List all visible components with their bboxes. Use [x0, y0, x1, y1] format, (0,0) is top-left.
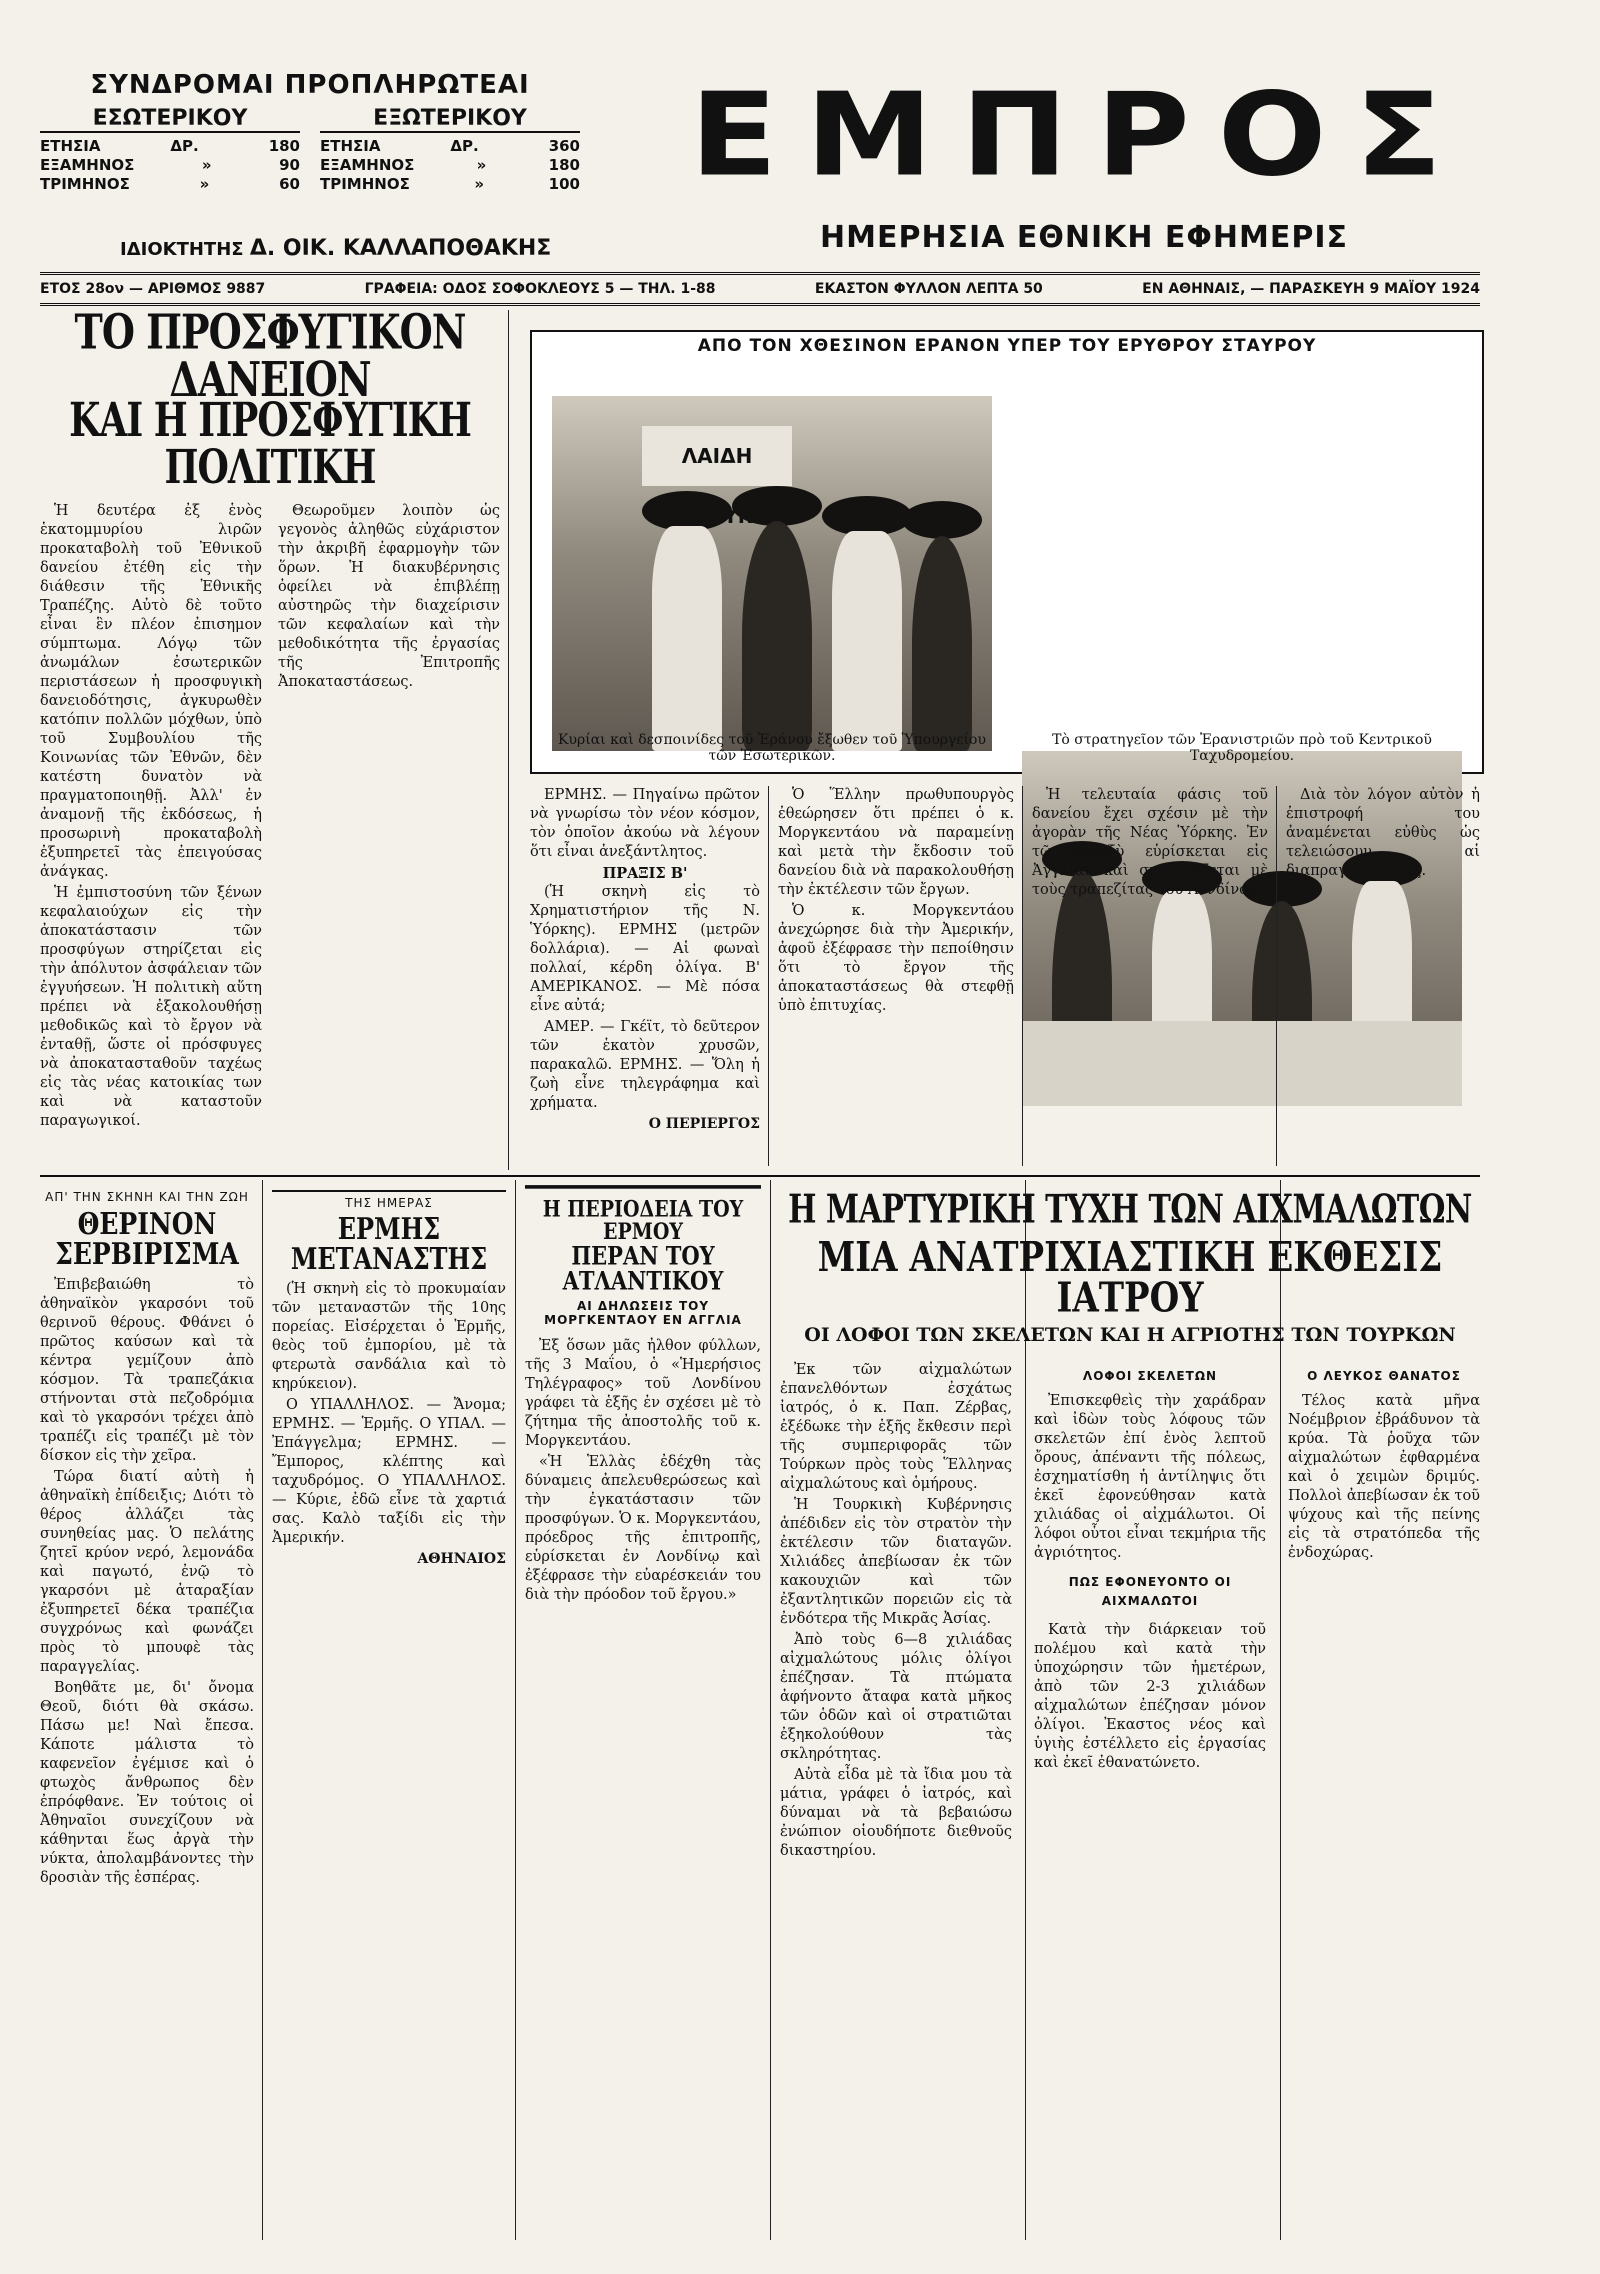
- captives-paragraph: Ἐπισκεφθεὶς τὴν χαράδραν καὶ ἰδὼν τοὺς λόφους τῶν σκελετῶν ἐπί ἑνὸς λεπτοῦ ὄρους, ἀπέναντι τῆς πόλεως, ἐσχηματίσθη ἡ ἀντίληψις ὅτι ἐκεῖ ἐφονεύθησαν κατὰ χιλιάδας οἱ αἰχμάλωτοι. Οἱ λόφοι οὗτοι εἶναι τεκμήρια τῆς ἀγριότητος.: [1034, 1393, 1266, 1561]
- foreign-rates: [320, 106, 580, 194]
- refugee-col-2: [278, 502, 500, 1262]
- captives-article: [780, 1187, 1480, 2251]
- hat: [822, 496, 912, 536]
- column-divider: [1276, 786, 1277, 1166]
- rate-label: ΕΤΗΣΙΑ: [40, 137, 101, 155]
- column-divider: [770, 1180, 771, 2240]
- captives-paragraph: Κατὰ τὴν διάρκειαν τοῦ πολέμου καὶ κατὰ τὴν ὑποχώρησιν τῶν ἡμετέρων, ἀπὸ τῶν 2-3 χιλιάδων αἰχμαλώτων ἐπέζησαν μόνον ὀλίγοι. Ἐκαστος νέος καὶ ὑγιὴς ἐστέλλετο εἰς ἐργασίας καὶ ἐκεῖ ἐθανατώνετο.: [1034, 1622, 1266, 1771]
- section-head-white-death: Ο ΛΕΥΚΟΣ ΘΑΝΑΤΟΣ: [1307, 1369, 1461, 1383]
- rate-price: 90: [279, 156, 300, 174]
- rate-currency: »: [201, 156, 212, 174]
- hermes-paragraph: Ο ΥΠΑΛΛΗΛΟΣ. — Ἄνομα; ΕΡΜΗΣ. — Ἑρμῆς. Ο ΥΠΑΛ. — Ἐπάγγελμα; ΕΡΜΗΣ. — Ἔμπορος, κλέπτης καὶ ταχυδρόμος. Ο ΥΠΑΛΛΗΛΟΣ. — Κύριε, ἐδῶ εἶνε τὰ χαρτιά σας. Καλὸ ταξίδι εἰς τὴν Ἀμερικήν.: [272, 1397, 506, 1546]
- captives-col-2: [1034, 1361, 1266, 2251]
- hat: [642, 491, 732, 531]
- issue-number: ΕΤΟΣ 28ον — ΑΡΙΘΜΟΣ 9887: [40, 281, 266, 297]
- hat: [732, 486, 822, 526]
- summer-article: [40, 1190, 254, 2256]
- morgenthau-paragraph: Ὁ Ἕλλην πρωθυπουργὸς ἐθεώρησεν ὅτι πρέπει ὁ κ. Μοργκεντάου νὰ παραμείνῃ καὶ μετὰ τὴν ἔκδοσιν τοῦ δανείου διὰ νὰ παρακολουθήσῃ τὴν ἐκτέλεσιν τῶν ἔργων.: [778, 787, 1014, 898]
- refugee-article: [40, 303, 500, 1262]
- rate-label: ΕΞΑΜΗΝΟΣ: [320, 156, 415, 174]
- office-address: ΓΡΑΦΕΙΑ: ΟΔΟΣ ΣΟΦΟΚΛΕΟΥΣ 5 — ΤΗΛ. 1-88: [364, 281, 716, 297]
- summer-kicker: ΑΠ' ΤΗΝ ΣΚΗΝΗ ΚΑΙ ΤΗΝ ΖΩΗ: [45, 1190, 249, 1204]
- refugee-col-1: [40, 502, 262, 1262]
- hermes-kicker: ΤΗΣ ΗΜΕΡΑΣ: [272, 1190, 506, 1210]
- subscription-title: ΣΥΝΔΡΟΜΑΙ ΠΡΟΠΛΗΡΩΤΕΑΙ: [90, 70, 530, 100]
- rate-currency: »: [474, 175, 485, 193]
- photo-red-cross-ladies: [552, 396, 992, 751]
- rate-label: ΕΤΗΣΙΑ: [320, 137, 381, 155]
- hermes-headline: ΕΡΜΗΣ ΜΕΤΑΝΑΣΤΗΣ: [290, 1210, 488, 1277]
- newspaper-subtitle: ΗΜΕΡΗΣΙΑ ΕΘΝΙΚΗ ΕΦΗΜΕΡΙΣ: [820, 220, 1349, 255]
- captives-paragraph: Ἐκ τῶν αἰχμαλώτων ἐπανελθόντων ἐσχάτως ἰατρός, ὁ κ. Παπ. Ζέρβας, ἐξέδωκε τὴν ἑξῆς ἔκθεσιν περὶ τῆς συμπεριφορᾶς τῶν Τούρκων πρὸς τοὺς Ἕλληνας αἰχμαλώτους καὶ ὁμήρους.: [780, 1362, 1012, 1492]
- rate-price: 100: [548, 175, 580, 193]
- captives-paragraph: Ἀπὸ τοὺς 6—8 χιλιάδας αἰχμαλώτους μόλις ὀλίγοι ἐπέζησαν. Τὰ πτώματα ἀφήνοντο ἄταφα κατὰ μῆκος τῶν ὁδῶν καὶ οἱ στρατιῶται ἐξηκολούθουν τὰς σκληρότητας.: [780, 1632, 1012, 1762]
- rate-currency: »: [476, 156, 487, 174]
- captives-col-1: [780, 1361, 1012, 2251]
- captives-col-3: [1288, 1361, 1480, 2251]
- fundraising-sign: ΛΑΙΔΗ: [642, 426, 792, 486]
- column-divider: [768, 786, 769, 1166]
- odyssey-headline-1: Η ΠΕΡΙΟΔΕΙΑ ΤΟΥ ΕΡΜΟΥ: [525, 1185, 761, 1244]
- dialogue-paragraph: ΑΜΕΡ. — Γκέϊτ, τὸ δεῦτερον τῶν ἑκατὸν χρυσῶν, παρακαλῶ. ΕΡΜΗΣ. — Ὅλη ἡ ζωὴ εἶνε τηλεγράφημα καὶ χρήματα.: [530, 1019, 760, 1111]
- summer-body: [40, 1276, 254, 2256]
- refugee-headline-1: ΤΟ ΠΡΟΣΦΥΓΙΚΟΝ ΔΑΝΕΙΟΝ: [74, 303, 466, 408]
- refugee-headline-2: ΚΑΙ Η ΠΡΟΣΦΥΓΙΚΗ ΠΟΛΙΤΙΚΗ: [69, 393, 471, 495]
- odyssey-article: [525, 1190, 761, 2237]
- rate-label: ΕΞΑΜΗΝΟΣ: [40, 156, 135, 174]
- summer-paragraph: Βοηθᾶτε με, δι' ὄνομα Θεοῦ, διότι θὰ σκάσω. Πάσω με! Ναὶ ἔπεσα. Κάποτε μάλιστα τὸ καφενεῖον ἐγέμισε καὶ ὁ φτωχὸς ἄνθρωπος δὲν ἐπρόφθανε. Ἐν τούτοις οἱ Ἀθηναῖοι συνεχίζουν νὰ κάθηνται ἕως ἀργὰ τὴν νύκτα, ἀπολαμβάνοντες τὴν δροσιὰν τῆς ἑσπέρας.: [40, 1680, 254, 1886]
- column-divider: [262, 1180, 263, 2240]
- photo-caption-2: Τὸ στρατηγεῖον τῶν Ἐρανιστριῶν πρὸ τοῦ Κεντρικοῦ Ταχυδρομείου.: [1052, 732, 1432, 764]
- morgenthau-paragraph: Ἡ τελευταία φάσις τοῦ δανείου ἔχει σχέσιν μὲ τὴν ἀγορὰν τῆς Νέας Ὑόρκης. Ἐν τῷ μεταξὺ εὑρίσκεται εἰς Ἀγγλίαν καὶ συνεργάζεται μὲ τοὺς τραπεζίτας τοῦ Λονδίνου.: [1032, 787, 1268, 898]
- summer-headline: ΘΕΡΙΝΟΝ ΣΕΡΒΙΡΙΣΜΑ: [55, 1206, 239, 1272]
- scene-label: ΠΡΑΞΙΣ Β': [602, 865, 688, 882]
- owner-name: Δ. ΟΙΚ. ΚΑΛΛΑΠΟΘΑΚΗΣ: [249, 236, 552, 261]
- owner-label: ΙΔΙΟΚΤΗΤΗΣ: [120, 239, 244, 260]
- captives-paragraph: Τέλος κατὰ μῆνα Νοέμβριον ἐβράδυνον τὰ κρύα. Τὰ ῥοῦχα τῶν αἰχμαλώτων ἐφθαρμένα καὶ ὁ χειμὼν δριμύς. Πολλοὶ ἀπεβίωσαν ἐκ τοῦ ψύχους καὶ τῆς πείνης εἰς τὰ στρατόπεδα τῆς ἐνδοχώρας.: [1288, 1393, 1480, 1561]
- morgenthau-col-2: [1032, 786, 1268, 1166]
- column-divider: [508, 310, 509, 1170]
- rate-price: 180: [268, 137, 300, 155]
- captives-paragraph: Ἡ Τουρκικὴ Κυβέρνησις ἀπέδιδεν εἰς τὸν στρατὸν τὴν ἐκτέλεσιν τῶν διαταγῶν. Χιλιάδες ἀπεβίωσαν ἐκ τῶν κακουχιῶν καὶ τῶν ἐξαντλητικῶν πορειῶν εἰς τὰ ἐνδότερα τῆς Μικρᾶς Ἀσίας.: [780, 1497, 1012, 1627]
- captives-headline-3: ΟΙ ΛΟΦΟΙ ΤΩΝ ΣΚΕΛΕΤΩΝ ΚΑΙ Η ΑΓΡΙΟΤΗΣ ΤΩΝ ΤΟΥΡΚΩΝ: [804, 1324, 1456, 1346]
- hat: [902, 501, 982, 539]
- issue-price: ΕΚΑΣΤΟΝ ΦΥΛΛΟΝ ΛΕΠΤΑ 50: [814, 281, 1043, 297]
- hermes-article: [272, 1190, 506, 2250]
- dialogue-col: [530, 786, 760, 1166]
- figure: [832, 531, 902, 751]
- info-bar: [40, 272, 1480, 306]
- morgenthau-paragraph: Διὰ τὸν λόγον αὐτὸν ἡ ἐπιστροφή του ἀναμένεται εὐθὺς ὡς τελειώσουν αἱ διαπραγματεύσεις.: [1286, 787, 1480, 879]
- figure: [652, 526, 722, 751]
- hermes-signature: ΑΘΗΝΑΙΟΣ: [417, 1551, 506, 1567]
- rate-currency: ΔΡ.: [450, 137, 479, 155]
- domestic-header: ΕΣΩΤΕΡΙΚΟΥ: [40, 106, 300, 133]
- morgenthau-paragraph: Ὁ κ. Μοργκεντάου ἀνεχώρησε διὰ τὴν Ἀμερικήν, ἀφοῦ ἐξέφρασε τὴν πεποίθησιν ὅτι τὸ ἔργον τῆς ἀποκαταστάσεως θὰ στεφθῇ ὑπὸ ἐπιτυχίας.: [778, 903, 1014, 1014]
- rate-price: 360: [548, 137, 580, 155]
- photo-caption-1: Κυρίαι καὶ δεσποινίδες τοῦ Ἐράνου ἔξωθεν τοῦ Ὑπουργείου τῶν Ἐσωτερικῶν.: [558, 732, 986, 764]
- summer-paragraph: Τώρα διατί αὐτὴ ἡ ἀθηναϊκὴ ἐπίδειξις; Διότι τὸ θέρος ἀλλάζει τὰς συνηθείας μας. Ὁ πελάτης ζητεῖ κρύον νερό, λεμονάδα καὶ παγωτό, ἐνῷ τὸ γκαρσόνι μὲ ἀταραξίαν ἐξυπηρετεῖ δέκα τραπέζια συγχρόνως καὶ φωνάζει πρὸς τὸ μπουφὲ τὰς παραγγελίας.: [40, 1469, 254, 1675]
- domestic-rates: [40, 106, 300, 194]
- section-head-killings: ΠΩΣ ΕΦΟΝΕΥΟΝΤΟ ΟΙ ΑΙΧΜΑΛΩΤΟΙ: [1068, 1575, 1232, 1608]
- figure: [742, 521, 812, 751]
- dialogue-signature: Ο ΠΕΡΙΕΡΓΟΣ: [648, 1116, 760, 1132]
- odyssey-headline-2: ΠΕΡΑΝ ΤΟΥ ΑΤΛΑΝΤΙΚΟΥ: [562, 1240, 724, 1296]
- dialogue-paragraph: ΕΡΜΗΣ. — Πηγαίνω πρῶτον νὰ γνωρίσω τὸν νέον κόσμον, τὸν ὁποῖον ἀκούω νὰ λέγουν ὅτι εἶναι ἀνεξάντλητος.: [530, 787, 760, 860]
- rate-currency: ΔΡ.: [170, 137, 199, 155]
- newspaper-logo: ΕΜΠΡΟΣ: [690, 68, 1470, 203]
- captives-headline-2: ΜΙΑ ΑΝΑΤΡΙΧΙΑΣΤΙΚΗ ΕΚΘΕΣΙΣ ΙΑΤΡΟΥ: [817, 1233, 1443, 1323]
- rate-label: ΤΡΙΜΗΝΟΣ: [40, 175, 130, 193]
- odyssey-paragraph: «Ἡ Ἑλλὰς ἐδέχθη τὰς δύναμεις ἀπελευθερώσεως καὶ τὴν ἐγκατάστασιν τῶν προσφύγων. Ὁ κ. Μοργκεντάου, πρόεδρος τῆς ἐπιτροπῆς, εὑρίσκεται ἐν Λονδίνῳ καὶ ἐξέφρασε τὴν εὐαρέσκειάν του διὰ τὴν πρόοδον τοῦ ἔργου.»: [525, 1454, 761, 1603]
- foreign-header: ΕΞΩΤΕΡΙΚΟΥ: [320, 106, 580, 133]
- rate-label: ΤΡΙΜΗΝΟΣ: [320, 175, 410, 193]
- photo-box: [530, 330, 1484, 774]
- photo-banner: ΑΠΟ ΤΟΝ ΧΘΕΣΙΝΟΝ ΕΡΑΝΟΝ ΥΠΕΡ ΤΟΥ ΕΡΥΘΡΟΥ ΣΤΑΥΡΟΥ: [697, 336, 1317, 356]
- column-divider: [515, 1180, 516, 2240]
- rate-price: 180: [548, 156, 580, 174]
- odyssey-paragraph: Ἐξ ὅσων μᾶς ἦλθον φύλλων, τῆς 3 Μαΐου, ὁ «Ἡμερήσιος Τηλέγραφος» τοῦ Λονδίνου γράφει τὰ ἑξῆς ἐν σχέσει μὲ τὸ ζήτημα τῆς ἀποστολῆς τοῦ κ. Μοργκεντάου.: [525, 1338, 761, 1449]
- issue-date: ΕΝ ΑΘΗΝΑΙΣ, — ΠΑΡΑΣΚΕΥΗ 9 ΜΑΪΟΥ 1924: [1142, 281, 1480, 297]
- figure: [912, 536, 972, 751]
- captives-paragraph: Αὐτὰ εἶδα μὲ τὰ ἴδια μου τὰ μάτια, γράφει ὁ ἰατρός, καὶ δύναμαι νὰ τὰ βεβαιώσω ἐνώπιον οἱουδήποτε διεθνοῦς δικαστηρίου.: [780, 1767, 1012, 1859]
- refugee-paragraph: Ἡ δευτέρα ἐξ ἑνὸς ἑκατομμυρίου λιρῶν προκαταβολὴ τοῦ Ἐθνικοῦ δανείου ἐτέθη εἰς τὴν διάθεσιν τῆς Ἐθνικῆς Τραπέζης. Αὐτὸ δὲ τοῦτο εἶναι ἓν πλέον ἐπισημον σύμπτωμα. Λόγῳ τῶν ἀνωμάλων ἐσωτερικῶν περιστάσεων ἡ προσφυγικὴ δανειοδότησις, ἀγκυρωθὲν κατόπιν πολλῶν μόχθων, ὑπὸ τοῦ Συμβουλίου τῆς Κοινωνίας τῶν Ἐθνῶν, δὲν κατέστη δυνατὸν νὰ πραγματοποιηθῇ. Ἀλλ' ἐν ἀναμονῇ τῆς ἐκδόσεως, ἡ προσωρινὴ προκαταβολὴ ἐξυπηρετεῖ τὰς ἐπειγούσας ἀνάγκας.: [40, 503, 262, 880]
- morgenthau-col-3: [1286, 786, 1480, 1166]
- owner-line: [120, 236, 551, 261]
- hermes-body: [272, 1280, 506, 2250]
- section-head-skeletons: ΛΟΦΟΙ ΣΚΕΛΕΤΩΝ: [1082, 1369, 1218, 1383]
- morgenthau-col-1: [778, 786, 1014, 1166]
- column-divider: [1022, 786, 1023, 1166]
- refugee-paragraph: Θεωροῦμεν λοιπὸν ὡς γεγονὸς ἀληθῶς εὐχάριστον τὴν ἀκριβῆ ἐφαρμογὴν τῶν ὅρων. Ἡ διακυβέρνησις ὀφείλει νὰ ἐπιβλέπῃ αὐστηρῶς τὴν διαχείρισιν τῶν κεφαλαίων καὶ τὴν μεθοδικότητα τῆς ἐργασίας τῆς Ἐπιτροπῆς Ἀποκαταστάσεως.: [278, 503, 500, 690]
- odyssey-body: [525, 1337, 761, 2237]
- dialogue-paragraph: (Ἡ σκηνὴ εἰς τὸ Χρηματιστήριον τῆς Ν. Ὑόρκης). ΕΡΜΗΣ (μετρῶν δολλάρια). — Αἱ φωναὶ πολλαί, κέρδη ὀλίγα. Β' ΑΜΕΡΙΚΑΝΟΣ. — Μὲ πόσα εἶνε αὐτά;: [530, 884, 760, 1014]
- hermes-paragraph: (Ἡ σκηνὴ εἰς τὸ προκυμαίαν τῶν μεταναστῶν τῆς 10ης πορείας. Εἰσέρχεται ὁ Ἑρμῆς, θεὸς τοῦ ἐμπορίου, μὲ τὰ φτερωτὰ σανδάλια καὶ τὸ κηρύκειον).: [272, 1281, 506, 1392]
- odyssey-subhead: ΑΙ ΔΗΛΩΣΕΙΣ ΤΟΥ ΜΟΡΓΚΕΝΤΑΟΥ ΕΝ ΑΓΓΛΙΑ: [544, 1299, 742, 1327]
- summer-paragraph: Ἐπιβεβαιώθη τὸ ἀθηναϊκὸν γκαρσόνι τοῦ θερινοῦ θέρους. Φθάνει ὁ πρῶτος καύσων καὶ τὰ κέντρα γεμίζουν ἀπὸ κόσμον. Τὰ τραπεζάκια στήνονται στὰ πεζοδρόμια καὶ τὸ γκαρσόνι τρέχει ἀπὸ τραπέζι εἰς τραπέζι μὲ τὸν δίσκον εἰς τὴν χεῖρα.: [40, 1277, 254, 1464]
- refugee-paragraph: Ἡ ἐμπιστοσύνη τῶν ξένων κεφαλαιούχων εἰς τὴν ἀποκατάστασιν τῶν προσφύγων στηρίζεται εἰς τὴν ἀπόλυτον ἀσφάλειαν τῶν ἐγγυήσεων. Ἡ πολιτικὴ αὕτη πρέπει νὰ ἐξακολουθήσῃ μεθοδικῶς καὶ τὸ ἔργον νὰ ἐνταθῇ, ὥστε οἱ πρόσφυγες νὰ ἀποκατασταθοῦν ταχέως εἰς τὰς νέας κατοικίας των καὶ νὰ καταστοῦν παραγωγικοί.: [40, 885, 262, 1129]
- rate-price: 60: [279, 175, 300, 193]
- captives-headline-1: Η ΜΑΡΤΥΡΙΚΗ ΤΥΧΗ ΤΩΝ ΑΙΧΜΑΛΩΤΩΝ: [788, 1187, 1472, 1234]
- subscription-box: [40, 70, 580, 194]
- rate-currency: »: [199, 175, 210, 193]
